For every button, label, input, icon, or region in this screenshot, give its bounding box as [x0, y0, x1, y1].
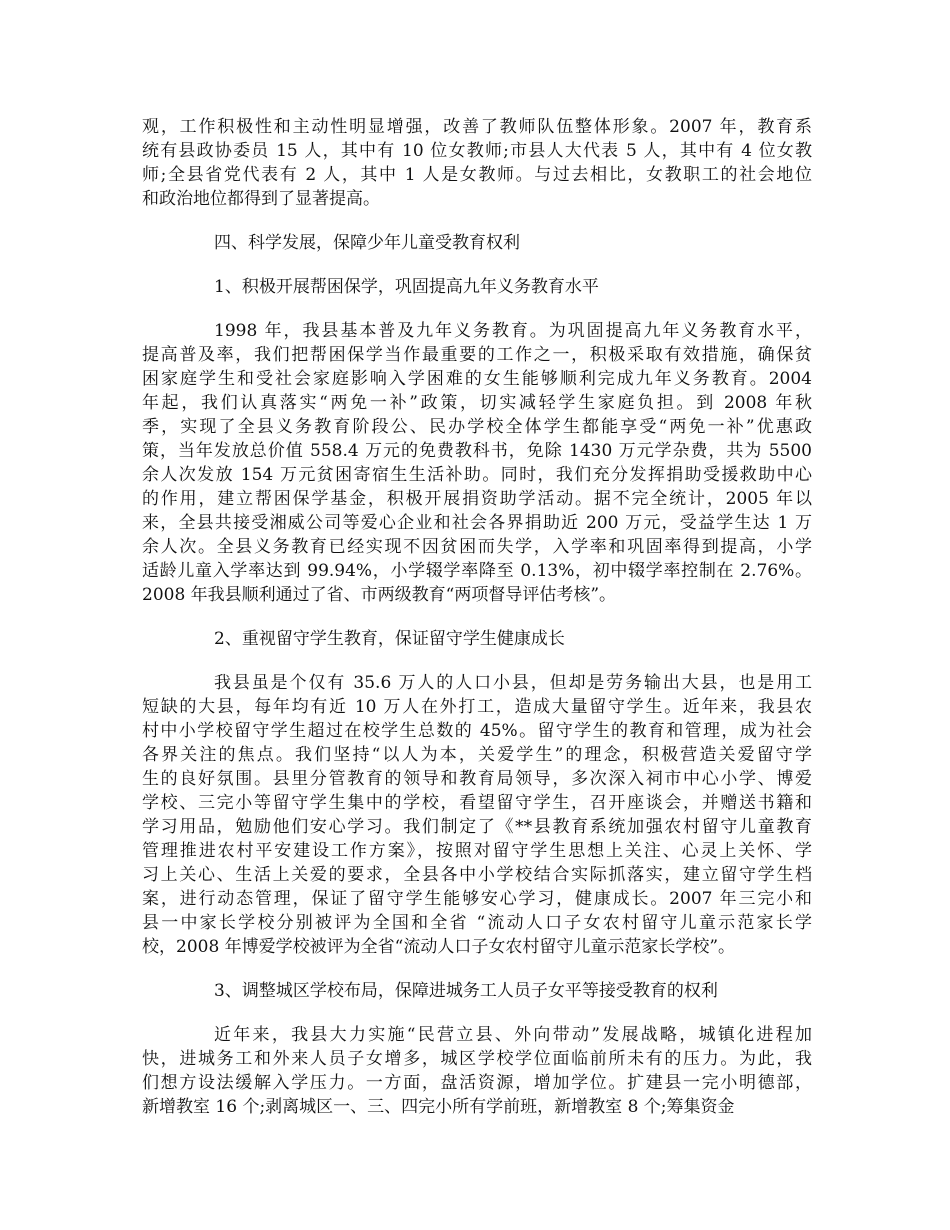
text-line: 我县虽是个仅有 35.6 万人的人口小县，但却是劳务输出大县，也是用工: [214, 673, 812, 693]
text-line: 1998 年，我县基本普及九年义务教育。为巩固提高九年义务教育水平，: [214, 321, 812, 341]
text-line: 师;全县省党代表有 2 人，其中 1 人是女教师。与过去相比，女教职工的社会地位: [142, 165, 812, 185]
text-line: 的作用，建立帮困保学基金，积极开展捐资助学活动。据不完全统计，2005 年以: [142, 489, 812, 509]
text-line: 县一中家长学校分别被评为全国和全省 “流动人口子女农村留守儿童示范家长学: [142, 913, 812, 933]
section-heading: 四、科学发展，保障少年儿童受教育权利: [214, 233, 520, 253]
text-line: 困家庭学生和受社会家庭影响入学困难的女生能够顺利完成九年义务教育。2004: [142, 369, 812, 389]
text-line: 观，工作积极性和主动性明显增强，改善了教师队伍整体形象。2007 年，教育系: [142, 117, 812, 137]
text-line: 村中小学校留守学生超过在校学生总数的 45%。留守学生的教育和管理，成为社会: [142, 721, 812, 741]
text-line: 学校、三完小等留守学生集中的学校，看望留守学生，召开座谈会，并赠送书籍和: [142, 793, 812, 813]
text-line: 年起，我们认真落实“两免一补”政策，切实减轻学生家庭负担。到 2008 年秋: [142, 393, 812, 413]
text-line: 管理推进农村平安建设工作方案》，按照对留守学生思想上关注、心灵上关怀、学: [142, 841, 812, 861]
text-line: 快，进城务工和外来人员子女增多，城区学校学位面临前所未有的压力。为此，我: [142, 1049, 812, 1069]
text-line: 2008 年我县顺利通过了省、市两级教育“两项督导评估考核”。: [142, 585, 617, 605]
text-line: 余人次。全县义务教育已经实现不因贫困而失学，入学率和巩固率得到提高，小学: [142, 537, 812, 557]
subsection-heading: 1、积极开展帮困保学，巩固提高九年义务教育水平: [214, 277, 599, 297]
text-line: 各界关注的焦点。我们坚持“以人为本，关爱学生”的理念，积极营造关爱留守学: [142, 745, 812, 765]
text-line: 短缺的大县，每年均有近 10 万人在外打工，造成大量留守学生。近年来，我县农: [142, 697, 812, 717]
text-line: 季，实现了全县义务教育阶段公、民办学校全体学生都能享受“两免一补”优惠政: [142, 417, 812, 437]
text-line: 校，2008 年博爱学校被评为全省“流动人口子女农村留守儿童示范家长学校”。: [142, 937, 736, 957]
subsection-heading: 3、调整城区学校布局，保障进城务工人员子女平等接受教育的权利: [214, 981, 718, 1001]
text-line: 来，全县共接受湘威公司等爱心企业和社会各界捐助近 200 万元，受益学生达 1 万: [142, 513, 812, 533]
text-line: 近年来，我县大力实施“民营立县、外向带动”发展战略，城镇化进程加: [214, 1025, 812, 1045]
text-line: 们想方设法缓解入学压力。一方面，盘活资源，增加学位。扩建县一完小明德部，: [142, 1073, 812, 1093]
subsection-heading: 2、重视留守学生教育，保证留守学生健康成长: [214, 629, 565, 649]
text-line: 习上关心、生活上关爱的要求，全县各中小学校结合实际抓落实，建立留守学生档: [142, 865, 812, 885]
text-line: 生的良好氛围。县里分管教育的领导和教育局领导，多次深入祠市中心小学、博爱: [142, 769, 812, 789]
text-line: 统有县政协委员 15 人，其中有 10 位女教师;市县人大代表 5 人，其中有 4 位女教: [142, 141, 812, 161]
text-line: 学习用品，勉励他们安心学习。我们制定了《**县教育系统加强农村留守儿童教育: [142, 817, 812, 837]
text-line: 适龄儿童入学率达到 99.94%，小学辍学率降至 0.13%，初中辍学率控制在 2.76%。: [142, 561, 812, 581]
text-line: 和政治地位都得到了显著提高。: [142, 189, 380, 209]
text-line: 策，当年发放总价值 558.4 万元的免费教科书，免除 1430 万元学杂费，共为 5500: [142, 441, 812, 461]
text-line: 提高普及率，我们把帮困保学当作最重要的工作之一，积极采取有效措施，确保贫: [142, 345, 812, 365]
text-line: 余人次发放 154 万元贫困寄宿生生活补助。同时，我们充分发挥捐助受援救助中心: [142, 465, 812, 485]
text-line: 案，进行动态管理，保证了留守学生能够安心学习，健康成长。2007 年三完小和: [142, 889, 812, 909]
text-line: 新增教室 16 个;剥离城区一、三、四完小所有学前班，新增教室 8 个;筹集资金: [142, 1097, 735, 1117]
